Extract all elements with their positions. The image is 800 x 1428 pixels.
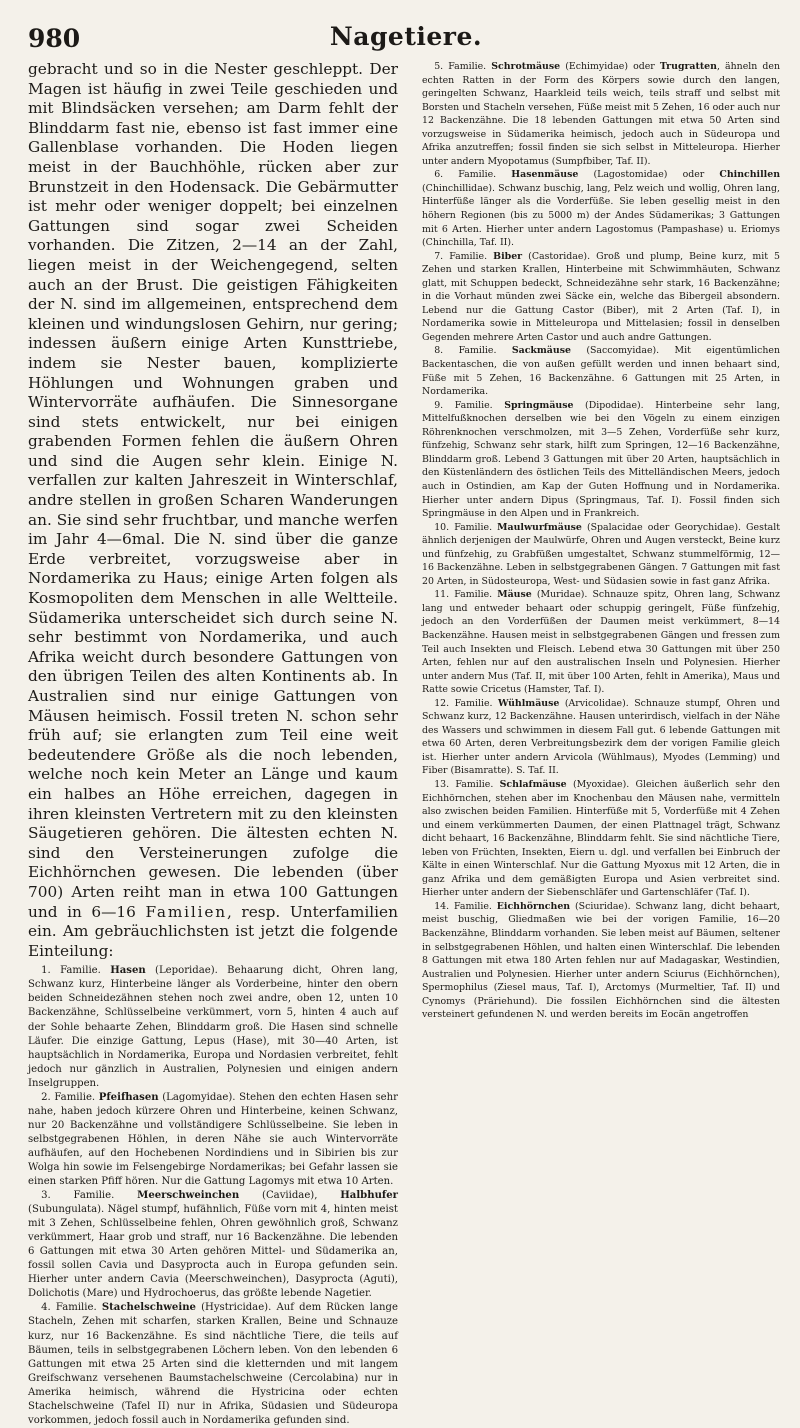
right-column [422, 60, 780, 1259]
family-name: Pfeifhasen [98, 1091, 159, 1103]
family-text: (Echimyidae) oder [560, 61, 660, 72]
family-text: (Muridae). Schnauze spitz, Ohren lang, Schwanz lang und entweder behaart oder schuppig geringelt, Füße fünfzehig, jedoch an den Vorderfüßen der Daumen meist verkümmert, 8—14 Backenzähne. Hausen meist in selbstgegrabenen Gängen und fressen zum Teil auch Insekten und Fleisch. Lebend etwa 30 Gattungen mit über 250 Arten, fehlen nur auf den australischen Inseln und Polynesien. Hierher unter andern Mus (Taf. II, mit über 100 Arten, fehlt in Amerika), Maus und Ratte sowie Cricetus (Hamster, Taf. I). [422, 589, 780, 696]
family-entry [422, 60, 780, 168]
family-name: Schrotmäuse [491, 61, 561, 72]
family-alt-name: Chinchillen [719, 169, 781, 181]
family-entry [28, 1091, 398, 1189]
family-text: (Castoridae). Groß und plump, Beine kurz, mit 5 Zehen und starken Krallen, Hinterbeine mit Schwimmhäuten, Schwanz glatt, mit Schuppen bedeckt, Schneidezähne sehr stark, 16 Backenzähne; in die Vorhaut münden zwei Säcke ein, welche das Bibergeil absondern. Lebend nur die Gattung Castor (Biber), mit 2 Arten (Taf. I), in Nordamerika sowie in Mitteleuropa und Mittelasien; fossil in denselben Gegenden mehrere Arten Castor und auch andre Gattungen. [422, 250, 781, 343]
family-name: Biber [493, 250, 523, 262]
family-name: Sackmäuse [511, 345, 571, 357]
family-name: Stachelschweine [101, 1302, 196, 1314]
family-entry [422, 588, 780, 696]
family-text: (Lagostomidae) oder [578, 169, 720, 181]
family-entry [28, 1301, 398, 1427]
family-name: Mäuse [497, 589, 532, 601]
family-name: Eichhörnchen [496, 900, 571, 912]
family-number: 3. Familie. [41, 1190, 115, 1202]
family-text: (Lagomyidae). Stehen den echten Hasen sehr nahe, haben jedoch kürzere Ohren und Hinterbeine, keinen Schwanz, nur 20 Backenzähne und vollständigere Schlüsselbeine. Sie leben in selbstgegrabenen Höhlen, in deren Nähe sie auch Wintervorräte aufhäufen, auf den Hochebenen Nordindiens und in Sibirien bis zur Wolga hin sowie im Felsengebirge Nordamerikas; bei Gefahr lassen sie einen starken Pfiff hören. Nur die Gattung Lagomys mit etwa 10 Arten. [28, 1091, 398, 1188]
family-text: (Caviidae), [239, 1190, 341, 1202]
family-text-continued: (Chinchillidae). Schwanz buschig, lang, Pelz weich und wollig, Ohren lang, Hinterfüße länger als die Vorderfüße. Sie leben gesellig meist in den höhern Regionen (bis zu 5000 m) der Andes Südamerikas; 3 Gattungen mit 6 Arten. Hierher unter andern Lagostomus (Pampashase) u. Eriomys (Chinchilla, Taf. II). [422, 182, 780, 249]
family-text: (Hystricidae). Auf dem Rücken lange Stacheln, Zehen mit scharfen, starken Krallen, Beine und Schnauze kurz, nur 16 Backenzähne. Es sind nächtliche Tiere, die teils auf Bäumen, teils in selbstgegrabenen Löchern leben. Von den lebenden 6 Gattungen mit etwa 25 Arten sind die kletternden und mit langem Greifschwanz versehenen Baumstachelschweine (Cercolabina) nur in Amerika heimisch, während die Hystricina oder echten Stachelschweine (Tafel II) nur in Afrika, Südasien und Südeuropa vorkommen, jedoch fossil auch in Nordamerika gefunden sind. [28, 1302, 398, 1426]
intro-text: gebracht und so in die Nester geschleppt. Der Magen ist häufig in zwei Teile geschieden und mit Blindsäcken versehen; am Darm fehlt der Blinddarm fast nie, ebenso ist fast immer eine Gallenblase vorhanden. Die Hoden liegen meist in der Bauchhöhle, rücken aber zur Brunstzeit in den Hodensack. Die Gebärmutter ist mehr oder weniger doppelt; bei einzelnen Gattungen sind sogar zwei Scheiden vorhanden. Die Zitzen, 2—14 an der Zahl, liegen meist in der Weichengegend, selten auch an der Brust. Die geistigen Fähigkeiten der N. sind im allgemeinen, entsprechend dem kleinen und windungslosen Gehirn, nur gering; indessen äußern einige Arten Kunsttriebe, indem sie Nester bauen, komplizierte Höhlungen und Wohnungen graben und Wintervorräte aufhäufen. Die Sinnesorgane sind stets entwickelt, nur bei einigen grabenden Formen fehlen die äußern Ohren und sind die Augen sehr klein. Einige N. verfallen zur kalten Jahreszeit in Winterschlaf, andre stellen in großen Scharen Wanderungen an. Sie sind sehr fruchtbar, und manche werfen im Jahr 4—6mal. Die N. sind über die ganze Erde verbreitet, vorzugsweise aber in Nordamerika zu Haus; einige Arten folgen als Kosmopoliten dem Menschen in alle Weltteile. Südamerika unterscheidet sich durch seine N. sehr bestimmt von Nordamerika, und auch Afrika weicht durch besondere Gattungen von den übrigen Teilen des alten Kontinents ab. In Australien sind nur einige Gattungen von Mäusen heimisch. Fossil treten N. schon sehr früh auf; sie erlangten zum Teil eine weit bedeutendere Größe als die noch lebenden, welche noch kein Meter an Länge und kaum ein halbes an Höhe erreichen, dagegen in ihren kleinsten Vertretern mit zu den kleinsten Säugetieren gehören. Die ältesten echten N. sind den Versteinerungen zufolge die Eichhörnchen gewesen. Die lebenden (über 700) Arten reiht man in etwa 100 Gattungen und in 6—16 [28, 60, 399, 921]
family-text-continued: , ähneln den echten Ratten in der Form des Körpers sowie durch den langen, geringelten Schwanz, Haarkleid teils weich, teils straff und selbst mit Borsten und Stacheln versehen, Füße meist mit 5 Zehen, 16 oder auch nur 12 Backenzähne. Die 18 lebenden Gattungen mit etwa 50 Arten sind vorzugsweise in Südamerika heimisch, jedoch auch in Südeuropa und Afrika anzutreffen; fossil finden sie sich selbst in Mitteleuropa. Hierher unter andern Myopotamus (Sumpfbiber, Taf. II). [422, 61, 780, 167]
page-number: 980 [28, 24, 81, 53]
family-number: 6. Familie. [434, 169, 497, 181]
family-entry [422, 250, 780, 345]
family-entry [422, 344, 780, 398]
family-text: (Arvicolidae). Schnauze stumpf, Ohren und Schwanz kurz, 12 Backenzähne. Hausen unterirdisch, vielfach in der Nähe des Wassers und schwimmen in diesem Fall gut. 6 lebende Gattungen mit etwa 60 Arten, deren Verbreitungsbezirk dem der vorigen Familie gleich ist. Hierher unter andern Arvicola (Wühlmaus), Myodes (Lemming) und Fiber (Bisamratte). S. Taf. II. [422, 697, 780, 777]
family-entry [422, 778, 780, 900]
family-text: (Spalacidae oder Georychidae). Gestalt ähnlich derjenigen der Maulwürfe, Ohren und Augen versteckt, Beine kurz und fünfzehig, zu Grabfüßen umgestaltet, Schwanz stummelförmig, 12—16 Backenzähne. Leben in selbstgegrabenen Gängen. 7 Gattungen mit fast 20 Arten, in Südosteuropa, West- und Südasien sowie in fast ganz Afrika. [422, 521, 781, 587]
intro-end-text: , resp. Unterfamilien ein. Am gebräuchlichsten ist jetzt die folgende Einteilung: [28, 902, 398, 960]
family-entry [28, 1189, 398, 1301]
family-number: 1. Familie. [41, 965, 101, 977]
family-text: (Myoxidae). Gleichen äußerlich sehr den Eichhörnchen, stehen aber im Knochenbau den Mäusen nahe, vermitteln also zwischen beiden Familien. Hinterfüße mit 5, Vorderfüße mit 4 Zehen und einem verkümmerten Daumen, der einen Plattnagel trägt, Schwanz dicht behaart, 16 Backenzähne, Blinddarm fehlt. Sie sind nächtliche Tiere, leben von Früchten, Insekten, Eiern u. dgl. und verfallen bei Einbruch der Kälte in einen Winterschlaf. Nur die Gattung Myoxus mit 12 Arten, die in ganz Afrika und dem gemäßigten Europa und Asien verbreitet sind. Hierher unter andern der Siebenschläfer und Gartenschläfer (Taf. I). [422, 778, 781, 899]
page-header [28, 22, 784, 58]
intro-spaced-word: Familien [145, 902, 227, 921]
family-name: Schlafmäuse [499, 778, 567, 790]
family-number: 8. Familie. [434, 345, 497, 357]
family-name: Springmäuse [504, 399, 574, 411]
intro-paragraph [28, 60, 398, 961]
family-name: Maulwurfmäuse [497, 521, 582, 533]
family-number: 5. Familie. [434, 61, 487, 72]
family-number: 11. Familie. [434, 589, 493, 601]
family-text-continued: (Subungulata). Nägel stumpf, hufähnlich, Füße vorn mit 4, hinten meist mit 3 Zehen, Schlüsselbeine fehlen, Ohren gewöhnlich groß, Schwanz verkümmert, Haar grob und straff, nur 16 Backenzähne. Die lebenden 6 Gattungen mit etwa 30 Arten gehören Mittel- und Südamerika an, fossil sollen Cavia und Dasyprocta auch in Europa gefunden sein. Hierher unter andern Cavia (Meerschweinchen), Dasyprocta (Aguti), Dolichotis (Mare) und Hydrochoerus, das größte lebende Nagetier. [28, 1204, 398, 1300]
family-entry [422, 521, 780, 589]
family-number: 2. Familie. [41, 1091, 96, 1103]
family-number: 9. Familie. [434, 399, 493, 411]
family-entry [422, 168, 780, 249]
family-number: 4. Familie. [41, 1302, 97, 1314]
family-text: (Dipodidae). Hinterbeine sehr lang, Mittelfußknochen derselben wie bei den Vögeln zu einem einzigen Röhrenknochen verschmolzen, mit 3—5 Zehen, Vorderfüße sehr kurz, fünfzehig, Schwanz sehr stark, hilft zum Springen, 12—16 Backenzähne, Blinddarm groß. Lebend 3 Gattungen mit über 20 Arten, hauptsächlich in den Küstenländern des östlichen Teils des Mittelländischen Meers, jedoch auch in Ostindien, am Kap der Guten Hoffnung und in Nordamerika. Hierher unter andern Dipus (Springmaus, Taf. I). Fossil finden sich Springmäuse in den Alpen und in Frankreich. [422, 399, 780, 520]
family-name: Meerschweinchen [137, 1190, 240, 1202]
family-alt-name: Trugratten [659, 61, 717, 72]
family-text: (Leporidae). Behaarung dicht, Ohren lang, Schwanz kurz, Hinterbeine länger als Vorderbeine, hinter den obern beiden Schneidezähnen stehen noch zwei andre, oben 12, unten 10 Backenzähne, Schlüsselbeine verkümmert, vorn 5, hinten 4 auch auf der Sohle behaarte Zehen, Blinddarm groß. Die Hasen sind schnelle Läufer. Die einzige Gattung, Lepus (Hase), mit 30—40 Arten, ist hauptsächlich in Nordamerika, Europa und Nordasien verbreitet, fehlt jedoch nur gänzlich in Australien, Polynesien und einigen andern Inselgruppen. [28, 965, 398, 1089]
left-column [28, 60, 399, 1426]
family-entry [28, 964, 398, 1090]
family-alt-name: Halbhufer [340, 1190, 398, 1202]
family-number: 7. Familie. [434, 250, 488, 262]
running-title: Nagetiere. [329, 22, 483, 51]
family-name: Hasenmäuse [511, 169, 579, 181]
family-name: Wühlmäuse [497, 697, 560, 709]
family-entry [422, 399, 780, 521]
family-number: 13. Familie. [434, 778, 494, 790]
family-number: 14. Familie. [434, 900, 492, 912]
family-text: (Sciuridae). Schwanz lang, dicht behaart, meist buschig, Gliedmaßen wie bei der vorigen Familie, 16—20 Backenzähne, Blinddarm vorhanden. Sie leben meist auf Bäumen, seltener in selbstgegrabenen Höhlen, und halten einen Winterschlaf. Die lebenden 8 Gattungen mit etwa 180 Arten fehlen nur auf Madagaskar, Westindien, Australien und Polynesien. Hierher unter andern Sciurus (Eichhörnchen), Spermophilus (Ziesel maus, Taf. I), Arctomys (Murmeltier, Taf. II) und Cynomys (Präriehund). Die fossilen Eichhörnchen sind die ältesten versteinert gefundenen N. und werden bereits im Eocän angetroffen [422, 900, 781, 1021]
family-number: 10. Familie. [434, 521, 493, 533]
family-text: (Saccomyidae). Mit eigentümlichen Backentaschen, die von außen gefüllt werden und innen behaart sind, Füße mit 5 Zehen, 16 Backenzähne. 6 Gattungen mit 25 Arten, in Nordamerika. [422, 345, 780, 398]
family-name: Hasen [110, 965, 146, 977]
family-entry [422, 900, 780, 1022]
family-entry [422, 697, 780, 778]
family-number: 12. Familie. [434, 697, 493, 709]
